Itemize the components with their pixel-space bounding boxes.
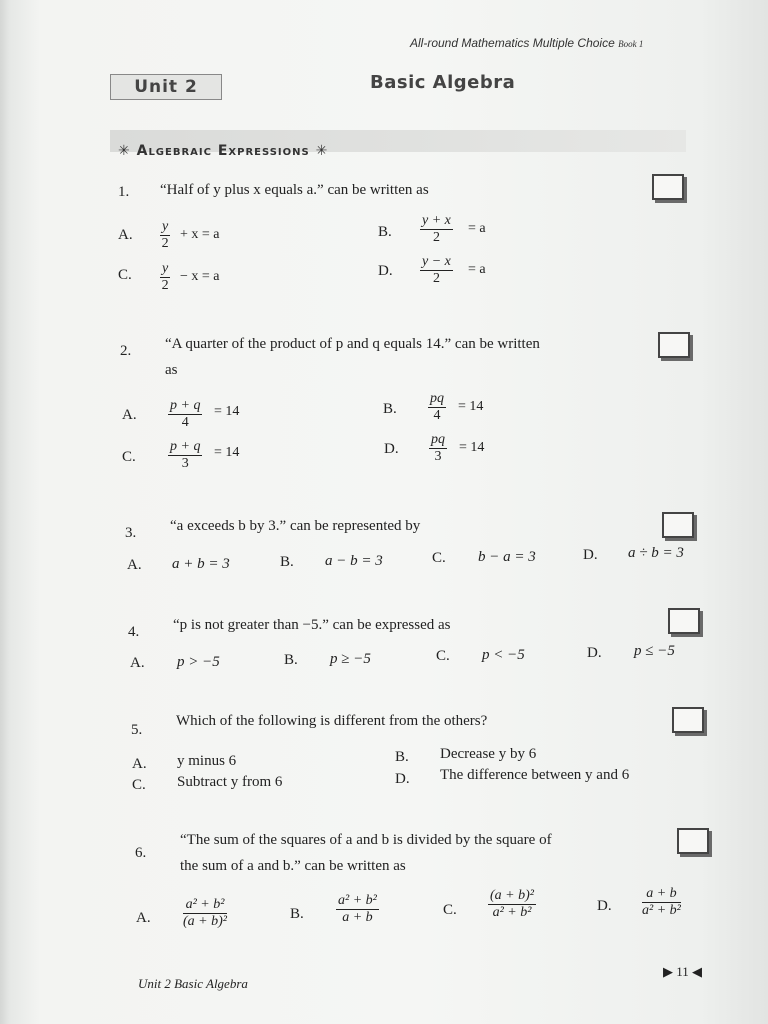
q2-option-b-fraction[interactable] <box>428 391 446 424</box>
q1-d-rest: = a <box>468 262 486 277</box>
q6-option-d-letter: D. <box>597 898 612 914</box>
q2-b-numerator: pq <box>430 391 444 406</box>
q2-b-rest: = 14 <box>458 399 484 414</box>
q6-b-numerator: a² + b² <box>338 893 377 908</box>
q2-a-denominator: 4 <box>181 415 189 430</box>
q4-option-c-text[interactable]: p < −5 <box>482 647 525 663</box>
q5-option-d-text[interactable]: The difference between y and 6 <box>440 767 630 783</box>
q2-number: 2. <box>120 343 132 359</box>
q1-b-rest: = a <box>468 221 486 236</box>
q5-option-a-text[interactable]: y minus 6 <box>177 753 237 769</box>
q3-option-a-letter: A. <box>127 557 142 573</box>
book-number: Book 1 <box>618 39 644 49</box>
q1-d-numerator: y − x <box>422 254 451 269</box>
q1-c-rest: − x = a <box>180 269 220 284</box>
q6-option-a-letter: A. <box>136 910 151 926</box>
q1-b-numerator: y + x <box>422 213 451 228</box>
q1-c-denominator: 2 <box>161 278 169 293</box>
q5-number: 5. <box>131 722 143 738</box>
q2-text: “A quarter of the product of p and q equals 14.” can be written <box>165 336 540 352</box>
q6-text-cont: the sum of a and b.” can be written as <box>180 858 406 874</box>
q5-option-c-letter: C. <box>132 777 146 793</box>
q4-option-a-text[interactable]: p > −5 <box>177 654 220 670</box>
q4-option-d-letter: D. <box>587 645 602 661</box>
q6-answer-box[interactable] <box>677 828 709 854</box>
q2-text-cont: as <box>165 362 178 378</box>
q1-d-denominator: 2 <box>432 271 440 286</box>
q5-answer-box[interactable] <box>672 707 704 733</box>
q6-a-numerator: a² + b² <box>183 897 227 914</box>
q3-option-b-letter: B. <box>280 554 294 570</box>
q1-option-c-fraction[interactable] <box>160 261 170 294</box>
q2-d-numerator: pq <box>431 432 445 447</box>
q2-c-numerator: p + q <box>170 439 201 454</box>
q2-option-d-fraction[interactable] <box>429 432 447 465</box>
q3-number: 3. <box>125 525 137 541</box>
q3-text: “a exceeds b by 3.” can be represented by <box>170 518 421 534</box>
q1-option-a-letter: A. <box>118 227 133 243</box>
q6-number: 6. <box>135 845 147 861</box>
q4-answer-box[interactable] <box>668 608 700 634</box>
page-footer: Unit 2 Basic Algebra <box>138 976 248 991</box>
q2-a-rest: = 14 <box>214 404 240 419</box>
q1-option-b-fraction[interactable] <box>420 213 453 246</box>
page-number: ▶ 11 ◀ <box>663 964 703 979</box>
q1-b-denominator: 2 <box>432 230 440 245</box>
q2-c-rest: = 14 <box>214 445 240 460</box>
q6-b-denominator: a + b <box>342 910 373 925</box>
q2-c-denominator: 3 <box>181 456 189 471</box>
q3-option-d-letter: D. <box>583 547 598 563</box>
q1-option-a-fraction[interactable] <box>160 219 170 252</box>
section-title: ✳ Algebraic Expressions ✳ <box>118 143 329 159</box>
q6-option-c-letter: C. <box>443 902 457 918</box>
q1-c-numerator: y <box>162 261 169 276</box>
q5-option-c-text[interactable]: Subtract y from 6 <box>177 774 283 790</box>
q4-number: 4. <box>128 624 140 640</box>
q1-a-numerator: y <box>162 219 169 234</box>
q6-c-denominator: a² + b² <box>492 905 532 920</box>
q4-text: “p is not greater than −5.” can be expressed as <box>173 617 451 633</box>
book-header <box>410 36 643 50</box>
q1-answer-box[interactable] <box>652 174 684 200</box>
q6-option-b-letter: B. <box>290 906 304 922</box>
q3-option-b-text[interactable]: a − b = 3 <box>325 553 383 569</box>
q2-option-a-fraction[interactable] <box>168 398 202 431</box>
q1-number: 1. <box>118 184 130 200</box>
q1-option-d-fraction[interactable] <box>420 254 453 287</box>
q6-a-denominator: (a + b)² <box>183 914 227 929</box>
unit-label: Unit 2 <box>110 74 222 100</box>
book-title: All-round Mathematics Multiple Choice <box>410 36 615 50</box>
q2-b-denominator: 4 <box>433 408 441 423</box>
q3-answer-box[interactable] <box>662 512 694 538</box>
unit-title: Basic Algebra <box>370 72 516 93</box>
q5-option-b-letter: B. <box>395 749 409 765</box>
q2-d-denominator: 3 <box>434 449 442 464</box>
q3-option-c-text[interactable]: b − a = 3 <box>478 549 536 565</box>
q4-option-a-letter: A. <box>130 655 145 671</box>
q6-option-b-fraction[interactable] <box>336 893 379 926</box>
q2-option-c-fraction[interactable] <box>168 439 202 472</box>
q1-a-rest: + x = a <box>180 227 220 242</box>
q2-a-numerator: p + q <box>170 398 201 413</box>
q5-text: Which of the following is different from the others? <box>176 713 488 729</box>
q3-option-d-text[interactable]: a ÷ b = 3 <box>628 545 684 561</box>
q6-text: “The sum of the squares of a and b is divided by the square of <box>180 832 552 848</box>
q3-option-a-text[interactable]: a + b = 3 <box>172 556 230 572</box>
q1-a-denominator: 2 <box>161 236 169 251</box>
q2-option-c-letter: C. <box>122 449 136 465</box>
q5-option-a-letter: A. <box>132 756 147 772</box>
q6-c-numerator: (a + b)² <box>490 888 534 903</box>
q5-option-d-letter: D. <box>395 771 410 787</box>
q3-option-c-letter: C. <box>432 550 446 566</box>
q4-option-b-letter: B. <box>284 652 298 668</box>
q6-option-c-fraction[interactable] <box>488 888 536 921</box>
q2-answer-box[interactable] <box>658 332 690 358</box>
q2-option-a-letter: A. <box>122 407 137 423</box>
q4-option-d-text[interactable]: p ≤ −5 <box>634 643 675 659</box>
q1-option-b-letter: B. <box>378 224 392 240</box>
q6-d-denominator: a² + b² <box>642 903 681 918</box>
q4-option-b-text[interactable]: p ≥ −5 <box>330 651 371 667</box>
q2-option-d-letter: D. <box>384 441 399 457</box>
q6-d-numerator: a + b <box>642 886 681 903</box>
q6-option-a-fraction[interactable] <box>183 897 227 930</box>
q6-option-d-fraction[interactable] <box>642 886 681 919</box>
q1-text: “Half of y plus x equals a.” can be written as <box>160 182 429 198</box>
q1-option-d-letter: D. <box>378 263 393 279</box>
q4-option-c-letter: C. <box>436 648 450 664</box>
q5-option-b-text[interactable]: Decrease y by 6 <box>440 746 537 762</box>
q2-option-b-letter: B. <box>383 401 397 417</box>
q1-option-c-letter: C. <box>118 267 132 283</box>
q2-d-rest: = 14 <box>459 440 485 455</box>
